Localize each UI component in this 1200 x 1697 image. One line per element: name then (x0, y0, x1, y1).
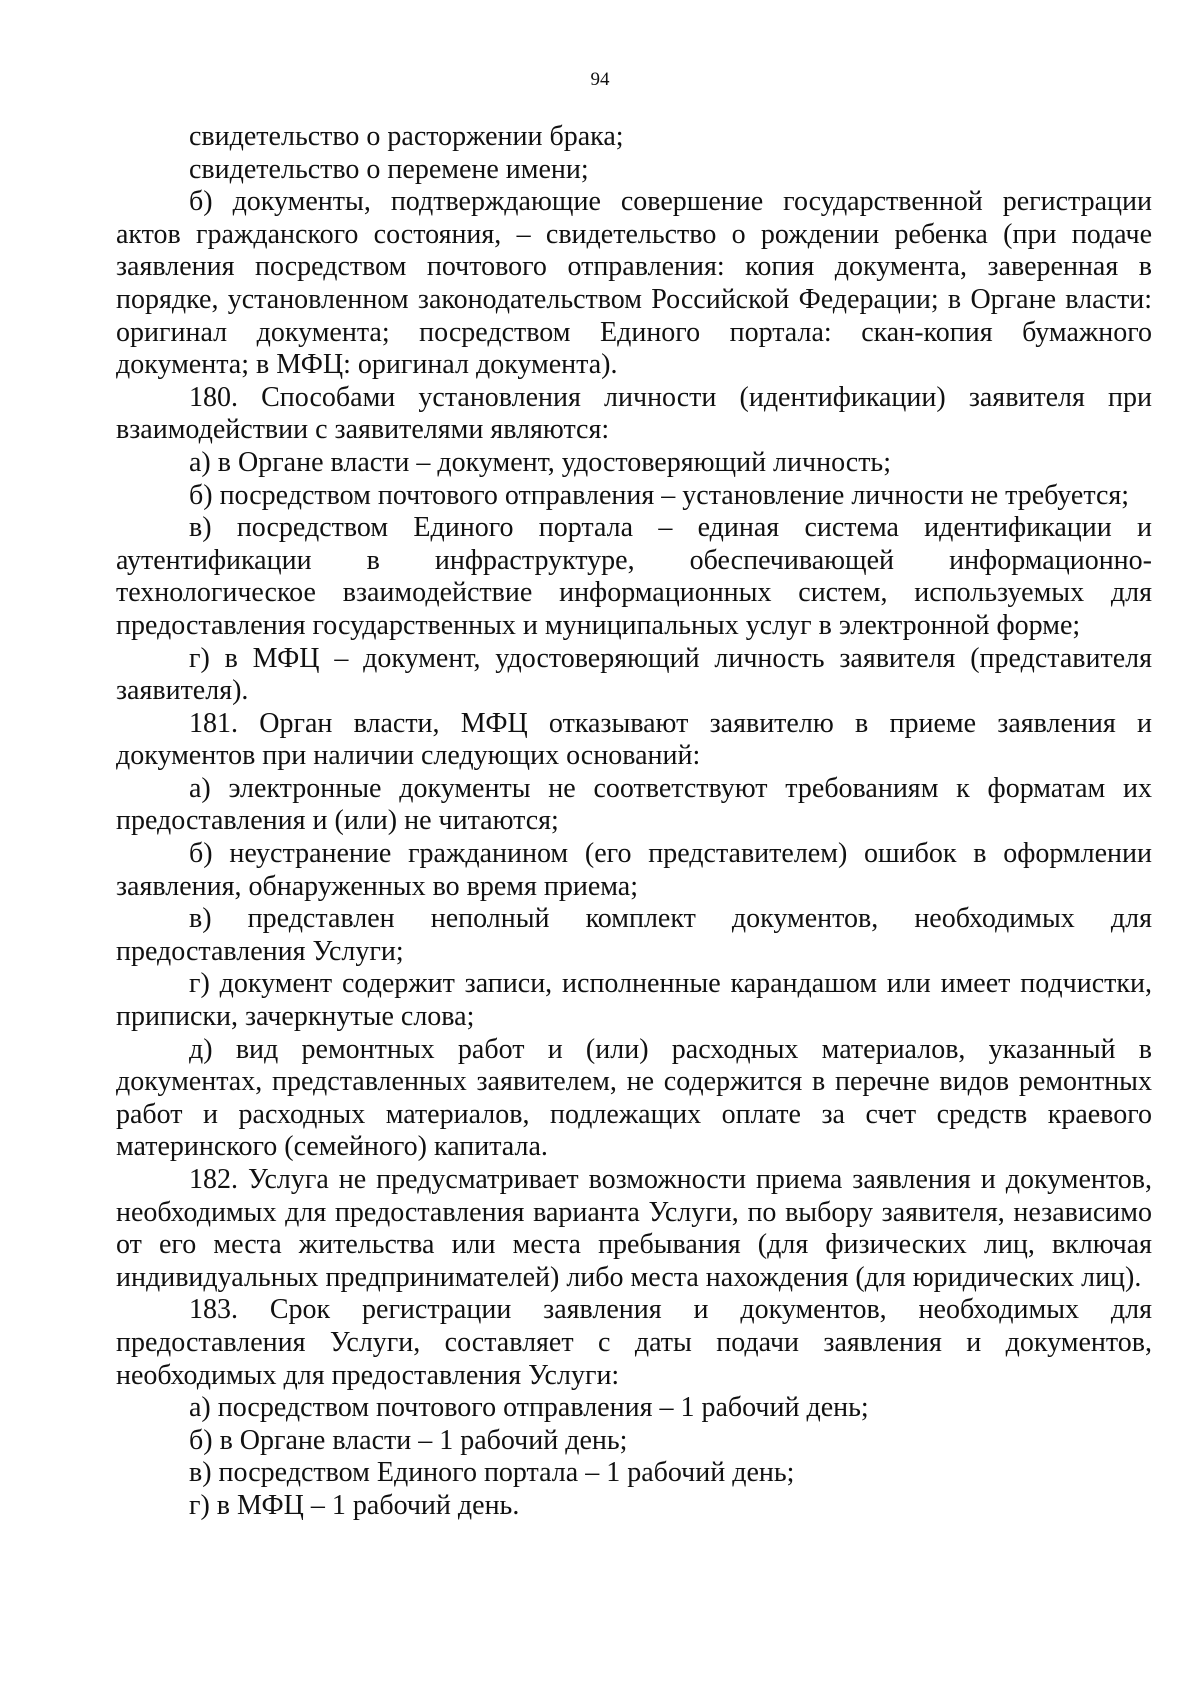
paragraph-180-b: б) посредством почтового отправления – установление личности не требуется; (189, 479, 1130, 511)
document-body (116, 121, 1152, 1523)
paragraph-183-v: в) посредством Единого портала – 1 рабочий день; (189, 1457, 795, 1489)
page-number: 94 (590, 69, 610, 90)
paragraph-181-v: в) представлен неполный комплект документов, необходимых для предоставления Услуги; (116, 903, 1152, 967)
paragraph-181-g: г) документ содержит записи, исполненные карандашом или имеет подчистки, приписки, зачеркнутые слова; (116, 968, 1152, 1033)
paragraph-180-v: в) посредством Единого портала – единая система идентификации и аутентификации в инфраструктуре, обеспечивающей информационно-технологическое взаимодействие информационных систем, используемых для предоставления государственных и муниципальных услуг в электронной форме; (116, 512, 1152, 641)
paragraph-180-identification: 180. Способами установления личности (идентификации) заявителя при взаимодействии с заявителями являются: (116, 381, 1152, 446)
paragraph-180-a: а) в Органе власти – документ, удостоверяющий личность; (189, 446, 891, 478)
paragraph-181-d: д) вид ремонтных работ и (или) расходных материалов, указанный в документах, представленных заявителем, не содержится в перечне видов ремонтных работ и расходных материалов, подлежащих оплате за счет средств краевого материнского (семейного) капитала. (116, 1033, 1152, 1163)
paragraph-divorce-certificate: свидетельство о расторжении брака; (189, 121, 624, 152)
paragraph-183-a: а) посредством почтового отправления – 1 рабочий день; (189, 1392, 869, 1424)
paragraph-183-b: б) в Органе власти – 1 рабочий день; (189, 1424, 628, 1456)
paragraph-181-b: б) неустранение гражданином (его представителем) ошибок в оформлении заявления, обнаруженных во время приема; (116, 838, 1152, 902)
paragraph-name-change-certificate: свидетельство о перемене имени; (189, 153, 589, 185)
paragraph-182-extraterritorial: 182. Услуга не предусматривает возможности приема заявления и документов, необходимых для предоставления варианта Услуги, по выбору заявителя, независимо от его места жительства или места пребывания (для физических лиц, включая индивидуальных предпринимателей) либо места нахождения (для юридических лиц). (116, 1164, 1152, 1293)
paragraph-180-g: г) в МФЦ – документ, удостоверяющий личность заявителя (представителя заявителя). (116, 642, 1152, 707)
paragraph-181-refusal: 181. Орган власти, МФЦ отказывают заявителю в приеме заявления и документов при наличии следующих оснований: (116, 707, 1152, 772)
paragraph-183-registration-term: 183. Срок регистрации заявления и документов, необходимых для предоставления Услуги, составляет с даты подачи заявления и документов, необходимых для предоставления Услуги: (116, 1294, 1152, 1391)
paragraph-civil-registration-documents: б) документы, подтверждающие совершение государственной регистрации актов гражданского состояния, – свидетельство о рождении ребенка (при подаче заявления посредством почтового отправления: копия документа, заверенная в порядке, установленном законодательством Российской Федерации; в Органе власти: оригинал документа; посредством Единого портала: скан-копия бумажного документа; в МФЦ: оригинал документа). (116, 186, 1152, 381)
paragraph-183-g: г) в МФЦ – 1 рабочий день. (189, 1489, 520, 1521)
paragraph-181-a: а) электронные документы не соответствуют требованиям к форматам их предоставления и (или) не читаются; (116, 772, 1152, 837)
